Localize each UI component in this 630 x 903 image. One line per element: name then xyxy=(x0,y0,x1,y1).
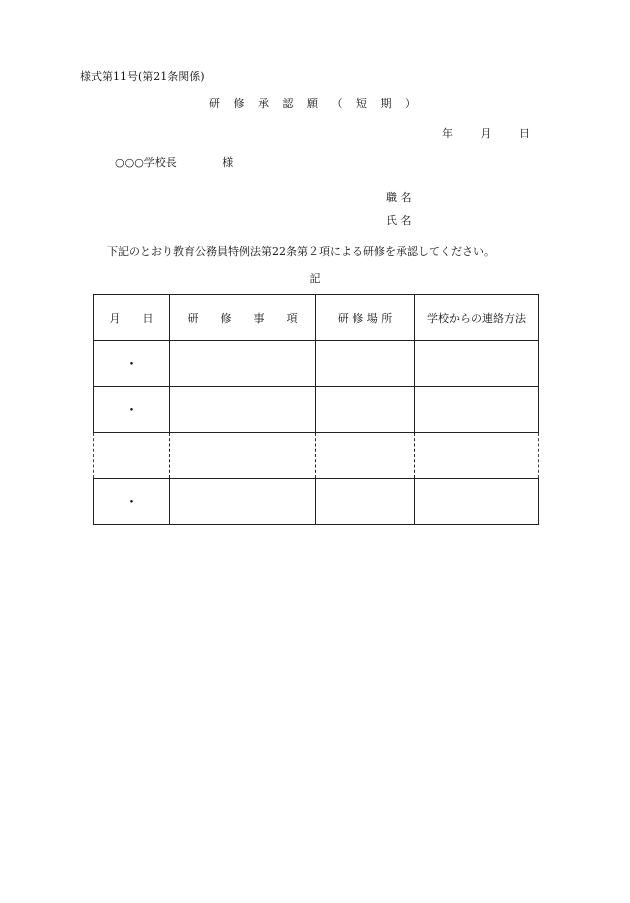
header-contact-method: 学校からの連絡方法 xyxy=(415,295,539,341)
row-training-item-cell[interactable] xyxy=(170,387,316,433)
header-date: 月 日 xyxy=(94,295,170,341)
date-line xyxy=(442,125,530,141)
ki-heading: 記 xyxy=(309,272,321,285)
recipient-honorific: 様 xyxy=(222,156,234,169)
request-text: 下記のとおり教育公務員特例法第22条第２項による研修を承認してください。 xyxy=(107,245,495,258)
row-date-cell[interactable] xyxy=(94,433,170,479)
row-training-item-cell[interactable] xyxy=(170,433,316,479)
row-training-item-cell[interactable] xyxy=(170,341,316,387)
row-date-cell[interactable]: ・ xyxy=(94,341,170,387)
date-month-label: 月 xyxy=(480,127,492,140)
row-contact-method-cell[interactable] xyxy=(415,479,539,525)
table-row xyxy=(94,433,539,479)
recipient xyxy=(115,154,233,170)
row-contact-method-cell[interactable] xyxy=(415,387,539,433)
row-contact-method-cell[interactable] xyxy=(415,341,539,387)
training-table xyxy=(93,294,539,525)
row-training-item-cell[interactable] xyxy=(170,479,316,525)
form-number: 様式第11号(第21条関係) xyxy=(80,70,205,83)
position-label: 職 名 xyxy=(386,191,412,204)
table-header-row xyxy=(94,295,539,341)
date-day-label: 日 xyxy=(519,127,530,140)
header-training-place: 研 修 場 所 xyxy=(316,295,415,341)
document-title: 研 修 承 認 願 （ 短 期 ） xyxy=(209,97,421,110)
header-training-item: 研 修 事 項 xyxy=(170,295,316,341)
recipient-school: ○○○学校長 xyxy=(115,156,177,169)
table-row xyxy=(94,341,539,387)
row-contact-method-cell[interactable] xyxy=(415,433,539,479)
row-training-place-cell[interactable] xyxy=(316,387,415,433)
row-date-cell[interactable]: ・ xyxy=(94,387,170,433)
row-date-cell[interactable]: ・ xyxy=(94,479,170,525)
date-year-label: 年 xyxy=(442,127,453,140)
row-training-place-cell[interactable] xyxy=(316,479,415,525)
table-row xyxy=(94,387,539,433)
row-training-place-cell[interactable] xyxy=(316,341,415,387)
name-label: 氏 名 xyxy=(386,214,412,227)
row-training-place-cell[interactable] xyxy=(316,433,415,479)
table-row xyxy=(94,479,539,525)
